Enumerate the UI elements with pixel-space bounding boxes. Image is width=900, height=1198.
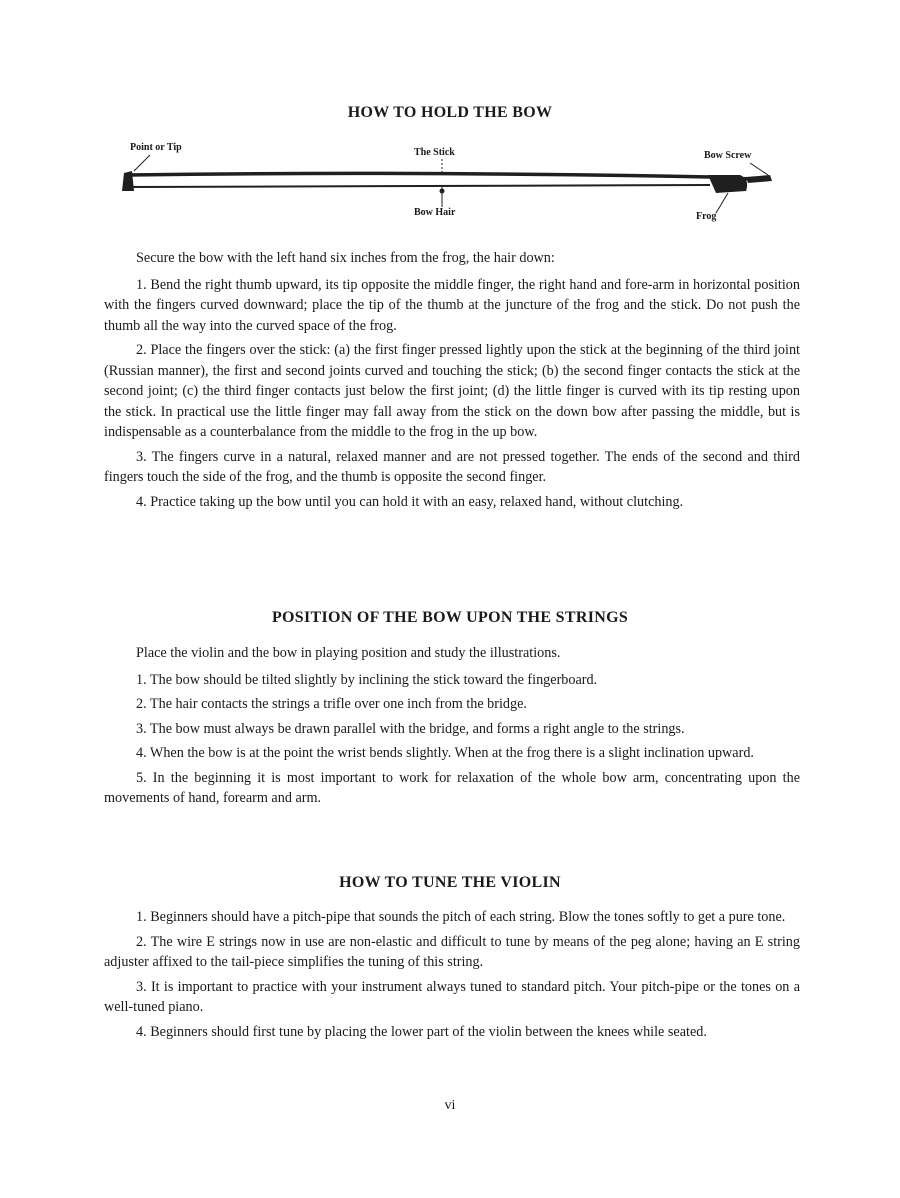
page-number: vi	[444, 1098, 456, 1113]
hold-item-1: 1. Bend the right thumb upward, its tip opposite the middle finger, the right hand and fore-arm in horizontal position with the fingers curved downward; place the tip of the thumb at the juncture of the frog and the stick. Do not push the thumb all the way into the curved space of the frog.	[104, 276, 800, 334]
section-hold-bow-text	[104, 248, 800, 516]
label-the-stick: The Stick	[414, 147, 455, 158]
bow-frog	[708, 175, 747, 193]
tune-item-3: 3. It is important to practice with your instrument always tuned to standard pitch. Your pitch-pipe or the tones on a well-tuned piano.	[104, 978, 800, 1015]
pointer-point	[134, 155, 150, 171]
tune-item-1: 1. Beginners should have a pitch-pipe that sounds the pitch of each string. Blow the tones softly to get a pure tone.	[136, 909, 786, 925]
position-item-5: 5. In the beginning it is most important to work for relaxation of the whole bow arm, concentrating upon the movements of hand, forearm and arm.	[104, 769, 800, 806]
pointer-hair-dot	[440, 189, 445, 194]
label-point-or-tip: Point or Tip	[130, 142, 182, 153]
hold-intro: Secure the bow with the left hand six inches from the frog, the hair down:	[136, 250, 555, 266]
section-tune-text	[104, 907, 800, 1046]
position-item-4: 4. When the bow is at the point the wrist bends slightly. When at the frog there is a slight inclination upward.	[136, 745, 754, 761]
position-item-3: 3. The bow must always be drawn parallel with the bridge, and forms a right angle to the strings.	[136, 720, 685, 737]
bow-stick	[128, 173, 750, 179]
position-intro: Place the violin and the bow in playing position and study the illustrations.	[136, 645, 561, 661]
tune-item-2: 2. The wire E strings now in use are non-elastic and difficult to tune by means of the peg alone; having an E string adjuster affixed to the tail-piece simplifies the tuning of this string.	[104, 933, 800, 970]
position-item-1: 1. The bow should be tilted slightly by inclining the stick toward the fingerboard.	[136, 671, 598, 688]
label-frog: Frog	[696, 211, 717, 222]
heading-bow-position: POSITION OF THE BOW UPON THE STRINGS	[271, 609, 629, 626]
bow-screw	[746, 175, 772, 183]
pointer-screw	[750, 163, 768, 175]
bow-hair-line	[128, 185, 710, 187]
bow-tip	[122, 171, 134, 191]
position-item-2: 2. The hair contacts the strings a trifle over one inch from the bridge.	[136, 696, 527, 712]
heading-hold-bow: HOW TO HOLD THE BOW	[347, 104, 553, 121]
hold-item-3: 3. The fingers curve in a natural, relaxed manner and are not pressed together. The ends of the second and third fingers touch the side of the frog, and the thumb is opposite the second finger.	[104, 448, 800, 485]
section-position-text	[104, 643, 800, 813]
bow-diagram	[110, 135, 790, 230]
hold-item-4: 4. Practice taking up the bow until you can hold it with an easy, relaxed hand, without clutching.	[136, 493, 684, 510]
label-bow-screw: Bow Screw	[704, 150, 752, 161]
hold-item-2: 2. Place the fingers over the stick: (a) the first finger pressed lightly upon the stick at the beginning of the third joint (Russian manner), the first and second joints curved and touching the stick; (b) the second finger contacts the stick at the second joint; (c) the third finger contacts just below the first joint; (d) the little finger is curved with its tip resting upon the stick. In practical use the little finger may fall away from the stick on the down bow after passing the middle, but is indispensable as a counterbalance from the middle to the frog in the up bow.	[104, 342, 800, 440]
pointer-frog	[716, 193, 728, 213]
tune-item-4: 4. Beginners should first tune by placing the lower part of the violin between the knees while seated.	[136, 1023, 707, 1040]
label-bow-hair: Bow Hair	[414, 207, 456, 218]
heading-tune-violin: HOW TO TUNE THE VIOLIN	[339, 874, 561, 891]
